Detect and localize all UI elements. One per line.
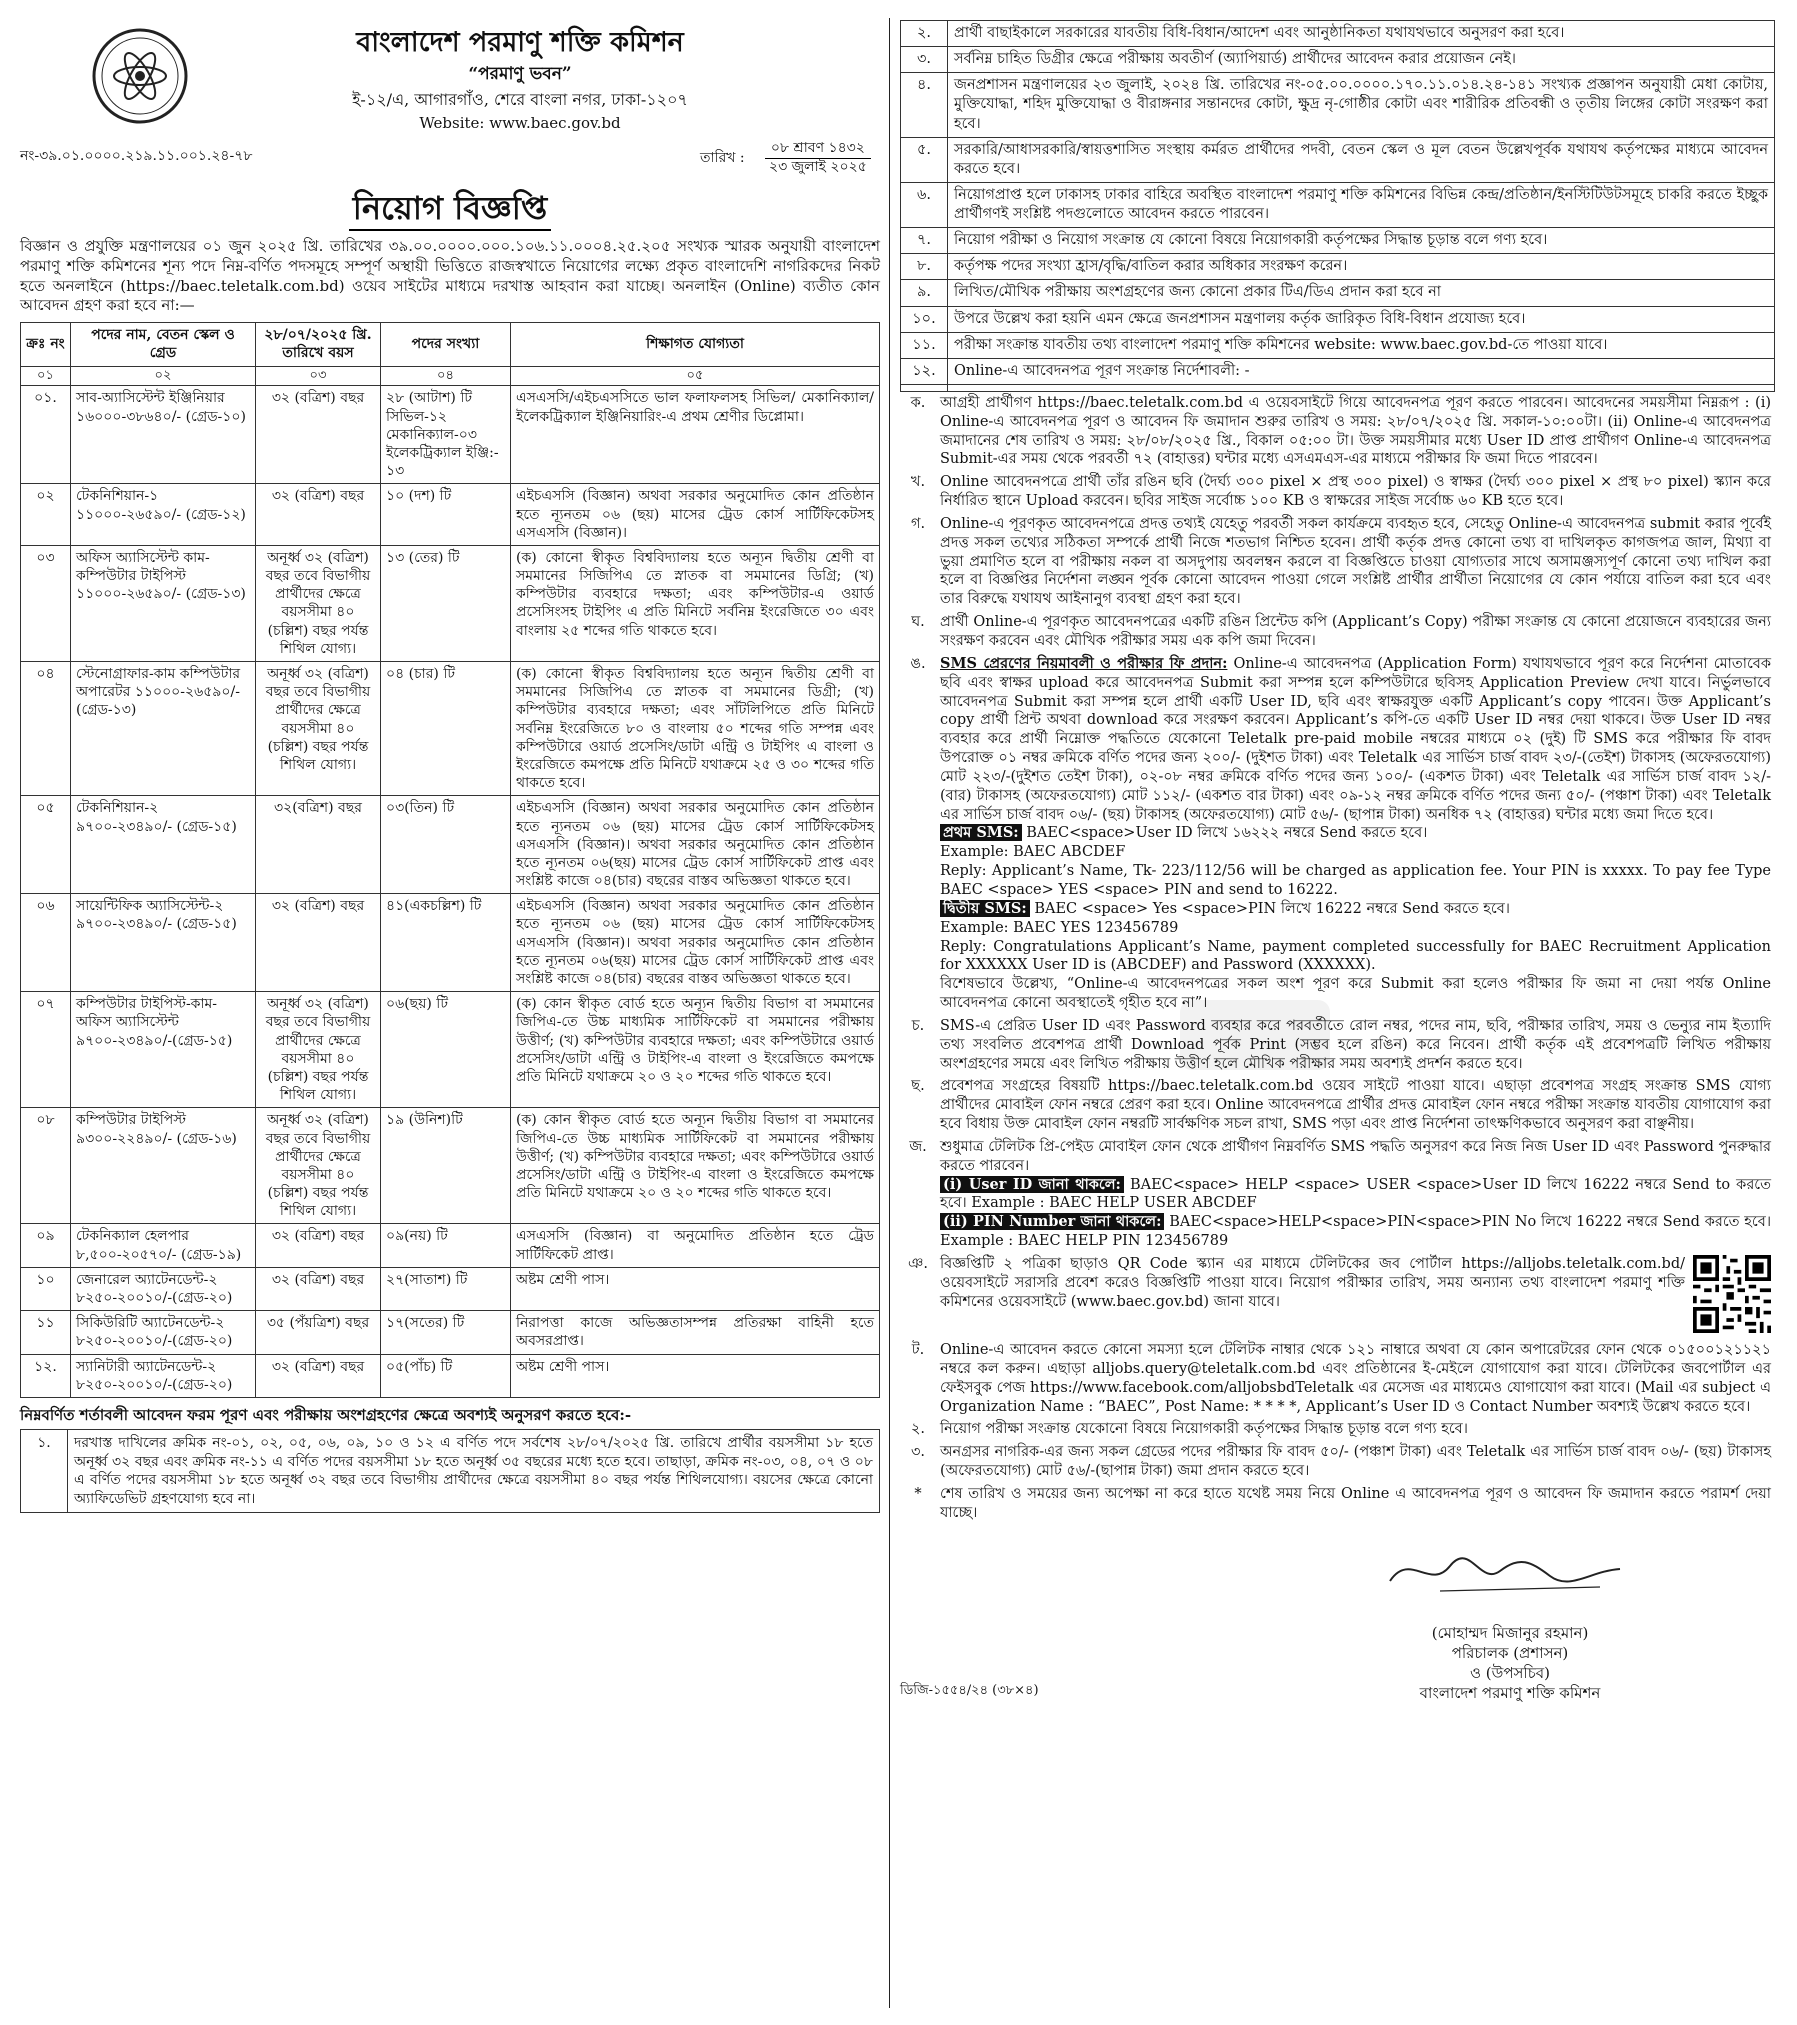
posts-table bbox=[20, 322, 880, 1398]
conditions-heading: নিম্নবর্ণিত শর্তাবলী আবেদন ফরম পূরণ এবং পরীক্ষায় অংশগ্রহণের ক্ষেত্রে অবশ্যই অনুসরণ করতে হবে:- bbox=[20, 1405, 632, 1424]
table-row: ০৬ সায়েন্টিফিক অ্যাসিস্টেন্ট-২ ৯৭০০-২৩৪৯০/- (গ্রেড-১৫) ৩২ (বত্রিশ) বছর ৪১(একচল্লিশ) টি এইচএসসি (বিজ্ঞান) অথবা সরকার অনুমোদিত কোন প্রতিষ্ঠান হতে ন্যূনতম ০৬ (ছয়) মাসের ট্রেড কোর্স সার্টিফিকেটসহ এসএসসি (বিজ্ঞান)। অথবা সরকার অনুমোদিত কোন প্রতিষ্ঠান হতে ন্যূনতম ০৬(ছয়) মাসের ট্রেড কোর্স সার্টিফিকেট প্রাপ্ত এবং সংশ্লিষ্ট কাজে ০৪(চার) বছরের বাস্তব অভিজ্ঞতা থাকতে হবে। bbox=[21, 894, 880, 992]
instruction-item: ঞ. বিজ্ঞপ্তিটি ২ পত্রিকা ছাড়াও QR Code স্ক্যান এর মাধ্যমে টেলিটকের জব পোর্টাল https://alljobs.teletalk.com.bd/ ওয়েবসাইটে সরাসরি প্রবেশ করেও বিজ্ঞপ্তিটি পাওয়া যাবে। নিয়োগ পরীক্ষার তারিখ, সময় অন্যান্য তথ্য বাংলাদেশ পরমাণু শক্তি কমিশনের ওয়েবসাইটে (www.baec.gov.bd) জানা যাবে। bbox=[900, 1253, 1775, 1339]
condition-row: ১১. পরীক্ষা সংক্রান্ত যাবতীয় তথ্য বাংলাদেশ পরমাণু শক্তি কমিশনের website: www.baec.gov.bd-তে পাওয়া যাবে। bbox=[901, 332, 1775, 358]
left-column bbox=[20, 20, 880, 1513]
header-post: পদের নাম, বেতন স্কেল ও গ্রেড bbox=[71, 323, 256, 366]
condition-row: ১২. Online-এ আবেদনপত্র পূরণ সংক্রান্ত নির্দেশাবলী: - bbox=[901, 358, 1775, 384]
right-column bbox=[900, 20, 1775, 1721]
recovery-text: শুধুমাত্র টেলিটক প্রি-পেইড মোবাইল ফোন থেকে প্রার্থীগণ নিম্নবর্ণিত SMS পদ্ধতি অনুসরণ করে নিজ নিজ User ID এবং Password পুনরুদ্ধার করতে পারবেন। bbox=[940, 1138, 1771, 1174]
condition-row bbox=[901, 384, 1775, 391]
instruction-item: ছ. প্রবেশপত্র সংগ্রহের বিষয়টি https://baec.teletalk.com.bd ওয়েব সাইটে পাওয়া যাবে। এছাড়া প্রবেশপত্র সংগ্রহ সংক্রান্ত SMS যোগ্য প্রার্থীদের মোবাইল ফোন নম্বরে প্রেরণ করা হবে। Online আবেদনপত্রে প্রার্থীর প্রদত্ত মোবাইল ফোন নম্বরে পরীক্ষা সংক্রান্ত যাবতীয় যোগাযোগ করা হবে বিধায় উক্ত মোবাইল ফোন নম্বরটি সার্বক্ষণিক সচল রাখা, SMS পড়া এবং প্রাপ্ত নির্দেশনা তাৎক্ষণিকভাবে অনুসরণ করা বাঞ্ছনীয়। bbox=[911, 1078, 1771, 1133]
instruction-item: ক. আগ্রহী প্রার্থীগণ https://baec.teletalk.com.bd এ ওয়েবসাইটে গিয়ে আবেদনপত্র পূরণ করতে পারবেন। আবেদনের সময়সীমা নিম্নরূপ : (i) Online-এ আবেদনপত্র পূরণ ও আবেদন ফি জমাদান শুরুর তারিখ ও সময়: ২৮/০৭/২০২৫ খ্রি. সকাল-১০:০০টা। (ii) Online-এ আবেদনপত্র জমাদানের শেষ তারিখ ও সময়: ২৮/০৮/২০২৫ খ্রি., বিকাল ০৫:০০ টা। উক্ত সময়সীমার মধ্যে User ID প্রাপ্ত প্রার্থীগণ Online-এ আবেদনপত্র Submit-এর সময় থেকে পরবর্তী ৭২ (বাহাত্তর) ঘন্টার মধ্যে এসএমএস-এর মাধ্যমে পরীক্ষার ফি জমা দিতে পারবেন। bbox=[910, 394, 1771, 468]
header-count: পদের সংখ্যা bbox=[381, 323, 511, 366]
date-block bbox=[765, 140, 871, 177]
memo-line bbox=[20, 140, 880, 180]
sms-rules-text: Online-এ আবেদনপত্র (Application Form) যথাযথভাবে পূরণ করে নির্দেশনা মোতাবেক ছবি এবং স্বাক্ষর upload করে আবেদনপত্র Submit করা সম্পন্ন হলে কম্পিউটারে ছবিসহ Application Preview দেখা যাবে। নির্ভুলভাবে আবেদনপত্র Submit করা সম্পন্ন হলে প্রার্থী একটি User ID, ছবি এবং স্বাক্ষরযুক্ত একটি Applicant’s copy পাবেন। উক্ত Applicant’s copy প্রার্থী প্রিন্ট অথবা download করে সংরক্ষণ করবেন। Applicant’s কপি-তে একটি User ID নম্বর দেয়া থাকবে। উক্ত User ID নম্বর ব্যবহার করে প্রার্থী নিম্নোক্ত পদ্ধতিতে যেকোনো Teletalk pre-paid mobile নম্বরের মাধ্যমে ০২ (দুই) টি SMS করে পরীক্ষার ফি বাবদ উপরোক্ত ০১ নম্বর ক্রমিকে বর্ণিত পদের জন্য ২০০/- (দুইশত টাকা) এবং Teletalk এর সার্ভিস চার্জ বাবদ ২৩/-(তেইশ) টাকাসহ (অফেরতযোগ্য) মোট ২২৩/-(দুইশত তেইশ টাকা), ০২-০৮ নম্বর ক্রমিকে বর্ণিত পদের জন্য ১০০/- (একশত টাকা) এবং Teletalk এর সার্ভিস চার্জ বাবদ ১২/- (বার) টাকাসহ (অফেরতযোগ্য) মোট ১১২/- (একশত বার টাকা) এবং ০৯-১২ নম্বর ক্রমিকে বর্ণিত পদের জন্য ৫০/- (পঞ্চাশ টাকা) এবং Teletalk এর সার্ভিস চার্জ বাবদ ০৬/- (ছয়) টাকাসহ (অফেরতযোগ্য) মোট ৫৬/- (ছাপান্ন টাকা) অনধিক ৭২ (বাহাত্তর) ঘন্টার মধ্যে জমা দিতে হবে। bbox=[940, 655, 1772, 823]
footer-item: * শেষ তারিখ ও সময়ের জন্য অপেক্ষা না করে হাতে যথেষ্ট সময় নিয়ে Online এ আবেদনপত্র পূরণ ও আবেদন ফি জমাদান করতে পরামর্শ দেয়া যাচ্ছে। bbox=[914, 1485, 1771, 1521]
header-qualification: শিক্ষাগত যোগ্যতা bbox=[511, 323, 880, 366]
first-sms-text: BAEC<space>User ID লিখে ১৬২২২ নম্বরে Send করতে হবে। bbox=[1026, 825, 1428, 842]
condition-row: ১. দরখাস্ত দাখিলের ক্রমিক নং-০১, ০২, ০৫, ০৬, ০৯, ১০ ও ১২ এ বর্ণিত পদে সর্বশেষ ২৮/০৭/২০২৫ খ্রি. তারিখে প্রার্থীর বয়সসীমা ১৮ হতে অনূর্ধ্ব ৩২ বছর এবং ক্রমিক নং-১১ এ বর্ণিত পদের বয়সসীমা ১৮ হতে অনূর্ধ্ব ৩৫ বছরের মধ্যে হতে হবে। তাছাড়া, ক্রমিক নং-০৩, ০৪, ০৭ ও ০৮ এ বর্ণিত পদের বয়সসীমা ১৮ হতে অনূর্ধ্ব ৩২ বছর তবে বিভাগীয় প্রার্থীদের ক্ষেত্রে বয়সসীমা ৪০ বছর পর্যন্ত শিথিলযোগ্য। বয়সের ক্ষেত্রে কোনো অ্যাফিডেভিট গ্রহণযোগ্য হবে না। bbox=[21, 1430, 880, 1513]
condition-row: ৬. নিয়োগপ্রাপ্ত হলে ঢাকাসহ ঢাকার বাহিরে অবস্থিত বাংলাদেশ পরমাণু শক্তি কমিশনের বিভিন্ন কেন্দ্র/প্রতিষ্ঠান/ইনস্টিটিউটসমূহে চাকরি করতে ইচ্ছুক প্রার্থীগণই সংশ্লিষ্ট পদগুলোতে আবেদন করতে পারবেন। bbox=[901, 182, 1775, 227]
condition-row: ২. প্রার্থী বাছাইকালে সরকারের যাবতীয় বিধি-বিধান/আদেশ এবং আনুষ্ঠানিকতা যথাযথভাবে অনুসরণ করা হবে। bbox=[901, 21, 1775, 47]
table-row: ১১ সিকিউরিটি অ্যাটেনডেন্ট-২ ৮২৫০-২০০১০/-(গ্রেড-২০) ৩৫ (পঁয়ত্রিশ) বছর ১৭(সতের) টি নিরাপত্তা কাজে অভিজ্ঞতাসম্পন্ন প্রতিরক্ষা বাহিনী হতে অবসরপ্রাপ্ত। bbox=[21, 1311, 880, 1354]
table-header-row bbox=[21, 323, 880, 366]
qr-info-text: বিজ্ঞপ্তিটি ২ পত্রিকা ছাড়াও QR Code স্ক্যান এর মাধ্যমে টেলিটকের জব পোর্টাল https://alljobs.teletalk.com.bd/ ওয়েবসাইটে সরাসরি প্রবেশ করেও বিজ্ঞপ্তিটি পাওয়া যাবে। নিয়োগ পরীক্ষার তারিখ, সময় অন্যান্য তথ্য বাংলাদেশ পরমাণু শক্তি কমিশনের ওয়েবসাইটে (www.baec.gov.bd) জানা যাবে। bbox=[940, 1256, 1685, 1310]
instruction-item: জ. শুধুমাত্র টেলিটক প্রি-পেইড মোবাইল ফোন থেকে প্রার্থীগণ নিম্নবর্ণিত SMS পদ্ধতি অনুসরণ করে নিজ নিজ User ID এবং Password পুনরুদ্ধার করতে পারবেন। (i) User ID জানা থাকলে: BAEC<space> HELP <space> USER <space>User ID লিখে 16222 নম্বরে Send to করতে হবে। Example : BAEC HELP USER ABCDEF (ii) PIN Number জানা থাকলে: BAEC<space>HELP<space>PIN<space>PIN No লিখে 16222 নম্বরে Send করতে হবে। Example : BAEC HELP PIN 123456789 bbox=[909, 1138, 1772, 1250]
first-sms-label: প্রথম SMS: bbox=[940, 824, 1022, 841]
condition-row: ৫. সরকারি/আধাসরকারি/স্বায়ত্তশাসিত সংস্থায় কর্মরত প্রার্থীদের পদবী, বেতন স্কেল ও মূল বেতন উল্লেখপূর্বক যথাযথ কর্তৃপক্ষের মাধ্যমে আবেদন করতে হবে। bbox=[901, 137, 1775, 182]
header-age: ২৮/০৭/২০২৫ খ্রি. তারিখে বয়স bbox=[256, 323, 381, 366]
table-row: ০৩ অফিস অ্যাসিস্টেন্ট কাম-কম্পিউটার টাইপিস্ট ১১০০০-২৬৫৯০/- (গ্রেড-১৩) অনূর্ধ্ব ৩২ (বত্রিশ) বছর তবে বিভাগীয় প্রার্থীদের ক্ষেত্রে বয়সসীমা ৪০ (চল্লিশ) বছর পর্যন্ত শিথিল যোগ্য। ১৩ (তের) টি (ক) কোনো স্বীকৃত বিশ্ববিদ্যালয় হতে অন্যূন দ্বিতীয় শ্রেণী বা সমমানের সিজিপিএ তে স্নাতক বা সমমানের ডিগ্রি; (খ) কম্পিউটার ব্যবহারে দক্ষতা; এবং কম্পিউটার-এ ওয়ার্ড প্রসেসিংসহ টাইপিং এ প্রতি মিনিটে সর্বনিম্ন ইংরেজিতে ৩০ এবং বাংলায় ২৫ শব্দের গতি থাকতে হবে। bbox=[21, 545, 880, 661]
baec-logo-icon bbox=[90, 26, 190, 126]
pin-known-label: (ii) PIN Number জানা থাকলে: bbox=[940, 1213, 1164, 1230]
table-row: ০৯ টেকনিক্যাল হেলপার ৮,৫০০-২০৫৭০/- (গ্রেড-১৯) ৩২ (বত্রিশ) বছর ০৯(নয়) টি এসএসসি (বিজ্ঞান) বা অনুমোদিত প্রতিষ্ঠান হতে ট্রেড সার্টিফিকেট প্রাপ্ত। bbox=[21, 1224, 880, 1267]
conditions-table-left bbox=[20, 1429, 880, 1513]
sms-rules-title: SMS প্রেরণের নিয়মাবলী ও পরীক্ষার ফি প্রদান: bbox=[940, 654, 1228, 672]
userid-known-label: (i) User ID জানা থাকলে: bbox=[940, 1176, 1124, 1193]
organization-address: ই-১২/এ, আগারগাঁও, শেরে বাংলা নগর, ঢাকা-১২০৭ bbox=[352, 90, 688, 109]
condition-row: ৮. কর্তৃপক্ষ পদের সংখ্যা হ্রাস/বৃদ্ধি/বাতিল করার অধিকার সংরক্ষণ করেন। bbox=[901, 254, 1775, 280]
condition-row: ৭. নিয়োগ পরীক্ষা ও নিয়োগ সংক্রান্ত যে কোনো বিষয়ে নিয়োগকারী কর্তৃপক্ষের সিদ্ধান্ত চূড়ান্ত বলে গণ্য হবে। bbox=[901, 228, 1775, 254]
intro-paragraph: বিজ্ঞান ও প্রযুক্তি মন্ত্রণালয়ের ০১ জুন ২০২৫ খ্রি. তারিখের ৩৯.০০.০০০০.০০০.১০৬.১১.০০০৪.২৫.২০৫ সংখ্যক স্মারক অনুযায়ী বাংলাদেশ পরমাণু শক্তি কমিশনের শূন্য পদে নিম্ন-বর্ণিত পদসমূহে সম্পূর্ণ অস্থায়ী ভিত্তিতে রাজস্বখাতে নিয়োগের লক্ষ্যে প্রকৃত বাংলাদেশি নাগরিকদের নিকট হতে অনলাইনে (https://baec.teletalk.com.bd) ওয়েব সাইটের মাধ্যমে দরখাস্ত আহবান করা যাচ্ছে। অনলাইন (Online) ব্যতীত কোন আবেদন গ্রহণ করা হবে না:— bbox=[20, 236, 880, 315]
signatory-designation: পরিচালক (প্রশাসন) bbox=[1451, 1643, 1569, 1662]
date-english: ২৩ জুলাই ২০২৫ bbox=[769, 158, 867, 175]
column-divider bbox=[889, 18, 890, 2008]
condition-row: ৪. জনপ্রশাসন মন্ত্রণালয়ের ২৩ জুলাই, ২০২৪ খ্রি. তারিখের নং-০৫.০০.০০০০.১৭০.১১.০১৪.২৪-১৪১ সংখ্যক প্রজ্ঞাপন অনুযায়ী মেধা কোটায়, মুক্তিযোদ্ধা, শহিদ মুক্তিযোদ্ধা ও বীরাঙ্গনার সন্তানদের কোটা, ক্ষুদ্র নৃ-গোষ্ঠীর কোটা এবং শারীরিক প্রতিবন্ধী ও তৃতীয় লিঙ্গের কোটা সংরক্ষণ করা হবে। bbox=[901, 73, 1775, 137]
signatory-designation-2: ও (উপসচিব) bbox=[1469, 1664, 1551, 1683]
signature-block bbox=[900, 1531, 1775, 1721]
building-name: “পরমাণু ভবন” bbox=[468, 64, 572, 84]
condition-row: ১০. উপরে উল্লেখ করা হয়নি এমন ক্ষেত্রে জনপ্রশাসন মন্ত্রণালয় কর্তৃক জারিকৃত বিধি-বিধান প্রযোজ্য হবে। bbox=[901, 306, 1775, 332]
first-sms-example: Example: BAEC ABCDEF bbox=[940, 844, 1126, 861]
date-bangla: ০৮ শ্রাবণ ১৪৩২ bbox=[765, 140, 871, 159]
column-number-row: ০১ ০২ ০৩ ০৪ ০৫ bbox=[21, 366, 880, 386]
instruction-item: ট. Online-এ আবেদন করতে কোনো সমস্যা হলে টেলিটক নাম্বার থেকে ১২১ নাম্বারে অথবা যে কোন অপারেটরের ফোন থেকে ০১৫০০১২১১২১ নম্বরে কল করুন। এছাড়া alljobs.query@teletalk.com.bd এবং প্রতিষ্ঠানের ই-মেইলে যোগাযোগ করা যাবে। টেলিটকের জবপোর্টাল এর ফেইসবুক পেজ https://www.facebook.com/alljobsbdTeletalk এর মেসেজ এর মাধ্যমেও যোগাযোগ করা যাবে। (Mail এর subject এ Organization Name : “BAEC”, Post Name: * * * *, Applicant’s User ID ও Contact Number অবশ্যই উল্লেখ করতে হবে। bbox=[911, 1342, 1771, 1415]
condition-row: ৩. সর্বনিম্ন চাহিত ডিগ্রীর ক্ষেত্রে পরীক্ষায় অবতীর্ণ (অ্যাপিয়ার্ড) প্রার্থীদের আবেদন করার প্রয়োজন নেই। bbox=[901, 47, 1775, 73]
instruction-item: ঙ. SMS প্রেরণের নিয়মাবলী ও পরীক্ষার ফি প্রদান: Online-এ আবেদনপত্র (Application Form) যথাযথভাবে পূরণ করে নির্দেশনা মোতাবেক ছবি এবং স্বাক্ষর upload করে আবেদনপত্র Submit করা সম্পন্ন হলে কম্পিউটারে ছবিসহ Application Preview দেখা যাবে। নির্ভুলভাবে আবেদনপত্র Submit করা সম্পন্ন হলে প্রার্থী একটি User ID, ছবি এবং স্বাক্ষরযুক্ত একটি Applicant’s copy পাবেন। উক্ত Applicant’s copy প্রার্থী প্রিন্ট অথবা download করে সংরক্ষণ করবেন। Applicant’s কপি-তে একটি User ID নম্বর দেয়া থাকবে। উক্ত User ID নম্বর ব্যবহার করে প্রার্থী নিম্নোক্ত পদ্ধতিতে যেকোনো Teletalk pre-paid mobile নম্বরের মাধ্যমে ০২ (দুই) টি SMS করে পরীক্ষার ফি বাবদ উপরোক্ত ০১ নম্বর ক্রমিকে বর্ণিত পদের জন্য ২০০/- (দুইশত টাকা) এবং Teletalk এর সার্ভিস চার্জ বাবদ ২৩/-(তেইশ) টাকাসহ (অফেরতযোগ্য) মোট ২২৩/-(দুইশত তেইশ টাকা), ০২-০৮ নম্বর ক্রমিকে বর্ণিত পদের জন্য ১০০/- (একশত টাকা) এবং Teletalk এর সার্ভিস চার্জ বাবদ ১২/- (বার) টাকাসহ (অফেরতযোগ্য) মোট ১১২/- (একশত বার টাকা) এবং ০৯-১২ নম্বর ক্রমিকে বর্ণিত পদের জন্য ৫০/- (পঞ্চাশ টাকা) এবং Teletalk এর সার্ভিস চার্জ বাবদ ০৬/- (ছয়) টাকাসহ (অফেরতযোগ্য) মোট ৫৬/- (ছাপান্ন টাকা) অনধিক ৭২ (বাহাত্তর) ঘন্টার মধ্যে জমা দিতে হবে। প্রথম SMS: BAEC<space>User ID লিখে ১৬২২২ নম্বরে Send করতে হবে। Example: BAEC ABCDEF Reply: Applicant’s Name, Tk- 223/112/56 will be charged as application fee. Your PIN is xxxxx. To pay fee Type BAEC <space> YES <space> PIN and send to 16222. দ্বিতীয় SMS: BAEC <space> Yes <space>PIN লিখে 16222 নম্বরে Send করতে হবে। Example: BAEC YES 123456789 Reply: Congratulations Applicant’s Name, payment completed successfully for BAEC Recruitment Application for XXXXXX User ID is (ABCDEF) and Password (XXXXXX). বিশেষভাবে উল্লেখ্য, “Online-এ আবেদনপত্রের সকল অংশ পূরণ করে Submit করা হলেও পরীক্ষার ফি জমা না দেয়া পর্যন্ত Online আবেদনপত্র কোনো অবস্থাতেই গৃহীত হবে না”। bbox=[910, 654, 1772, 1012]
notice-title: নিয়োগ বিজ্ঞপ্তি bbox=[20, 188, 880, 231]
table-row: ০৭ কম্পিউটার টাইপিস্ট-কাম-অফিস অ্যাসিস্টেন্ট ৯৭০০-২৩৪৯০/-(গ্রেড-১৫) অনূর্ধ্ব ৩২ (বত্রিশ) বছর তবে বিভাগীয় প্রার্থীদের ক্ষেত্রে বয়সসীমা ৪০ (চল্লিশ) বছর পর্যন্ত শিথিল যোগ্য। ০৬(ছয়) টি (ক) কোন স্বীকৃত বোর্ড হতে অন্যূন দ্বিতীয় বিভাগ বা সমমানের জিপিএ-তে উচ্চ মাধ্যমিক সার্টিফিকেট বা সমমানের পরীক্ষায় উত্তীর্ণ; (খ) কম্পিউটার ব্যবহারে দক্ষতা; এবং কম্পিউটারে ওয়ার্ড প্রসেসিং/ডাটা এন্ট্রি ও টাইপিং-এ বাংলা ও ইংরেজিতে কমপক্ষে প্রতি মিনিটে যথাক্রমে ২০ ও ২০ শব্দের গতি থাকতে হবে। bbox=[21, 992, 880, 1108]
userid-known-text: BAEC<space> HELP <space> USER <space>User ID লিখে 16222 নম্বরে Send to করতে হবে। Example : BAEC HELP USER ABCDEF bbox=[940, 1176, 1772, 1212]
print-code: ডিজি-১৫৫৪/২৪ (৩৮×৪) bbox=[900, 1682, 1039, 1698]
instruction-item: গ. Online-এ পূরণকৃত আবেদনপত্রে প্রদত্ত তথ্যই যেহেতু পরবর্তী সকল কার্যক্রমে ব্যবহৃত হবে, সেহেতু Online-এ আবেদনপত্র submit করার পূর্বেই প্রদত্ত সকল তথ্যের সঠিকতা সম্পর্কে প্রার্থী নিজে শতভাগ নিশ্চিত হবেন। প্রার্থী কর্তৃক প্রদত্ত কোনো তথ্য বা দাখিলকৃত কাগজপত্র জাল, মিথ্যা বা ভুয়া প্রমাণিত হলে বা পরীক্ষায় নকল বা অসদুপায় অবলম্বন করলে বা বিজ্ঞপ্তিতে চাওয়া যোগ্যতার সাথে অসামঞ্জস্যপূর্ণ কোনো তথ্য দাখিল করা হলে বা বিজ্ঞপ্তির নির্দেশনা লঙ্ঘন পূর্বক কোনো আবেদন পাওয়া গেলে সংশ্লিষ্ট প্রার্থীর প্রার্থীতা নিয়োগের যে কোন পর্যায়ে বাতিল করা হবে এবং তার বিরুদ্ধে যথাযথ আইনানুগ ব্যবস্থা গ্রহণ করা হবে। bbox=[910, 515, 1771, 608]
organization-website: Website: www.baec.gov.bd bbox=[419, 114, 621, 132]
instruction-item: খ. Online আবেদনপত্রে প্রার্থী তাঁর রঙিন ছবি (দৈর্ঘ্য ৩০০ pixel × প্রস্থ ৩০০ pixel) ও স্বাক্ষর (দৈর্ঘ্য ৩০০ pixel × প্রস্থ ৮০ pixel) স্ক্যান করে নির্ধারিত স্থানে Upload করবেন। ছবির সাইজ সর্বোচ্চ ১০০ KB ও স্বাক্ষরের সাইজ সর্বোচ্চ ৬০ KB হতে হবে। bbox=[910, 474, 1771, 510]
signatory-organization: বাংলাদেশ পরমাণু শক্তি কমিশন bbox=[1419, 1684, 1601, 1703]
online-instructions bbox=[900, 392, 1775, 1525]
footer-item: ২. নিয়োগ পরীক্ষা সংক্রান্ত যেকোনো বিষয়ে নিয়োগকারী কর্তৃপক্ষের সিদ্ধান্ত চূড়ান্ত বলে গণ্য হবে। bbox=[910, 1421, 1468, 1438]
conditions-table-right bbox=[900, 20, 1775, 392]
table-row: ০৪ স্টেনোগ্রাফার-কাম কম্পিউটার অপারেটর ১১০০০-২৬৫৯০/- (গ্রেড-১৩) অনূর্ধ্ব ৩২ (বত্রিশ) বছর তবে বিভাগীয় প্রার্থীদের ক্ষেত্রে বয়সসীমা ৪০ (চল্লিশ) বছর পর্যন্ত শিথিল যোগ্য। ০৪ (চার) টি (ক) কোনো স্বীকৃত বিশ্ববিদ্যালয় হতে অন্যূন দ্বিতীয় শ্রেণী বা সমমানের সিজিপিএ তে স্নাতক বা সমমানের ডিগ্রী; (খ) কম্পিউটার ব্যবহারে দক্ষতা; এবং সাঁটলিপিতে প্রতি মিনিটে সর্বনিম্ন ইংরেজিতে ৮০ ও বাংলায় ৫০ শব্দের গতি সম্পন্ন এবং কম্পিউটারে ওয়ার্ড প্রসেসিং/ডাটা এন্ট্রি ও টাইপিং এ বাংলা ও ইংরেজিতে কমপক্ষে প্রতি মিনিটে যথাক্রমে ২৫ ও ৩০ শব্দের গতি থাকতে হবে। bbox=[21, 662, 880, 796]
second-sms-text: BAEC <space> Yes <space>PIN লিখে 16222 নম্বরে Send করতে হবে। bbox=[1034, 900, 1510, 917]
handwritten-signature bbox=[1380, 1541, 1640, 1601]
header-serial: ক্রঃ নং bbox=[21, 323, 71, 366]
second-sms-label: দ্বিতীয় SMS: bbox=[940, 900, 1030, 917]
table-row: ০২ টেকনিশিয়ান-১ ১১০০০-২৬৫৯০/- (গ্রেড-১২) ৩২ (বত্রিশ) বছর ১০ (দশ) টি এইচএসসি (বিজ্ঞান) অথবা সরকার অনুমোদিত কোন প্রতিষ্ঠান হতে ন্যূনতম ০৬ (ছয়) মাসের ট্রেড কোর্স সার্টিফিকেটসহ এসএসসি (বিজ্ঞান)। bbox=[21, 484, 880, 546]
organization-name: বাংলাদেশ পরমাণু শক্তি কমিশন bbox=[356, 27, 684, 58]
memo-number: নং-৩৯.০১.০০০০.২১৯.১১.০০১.২৪-৭৮ bbox=[20, 148, 253, 164]
table-row: ০৮ কম্পিউটার টাইপিস্ট ৯৩০০-২২৪৯০/- (গ্রেড-১৬) অনূর্ধ্ব ৩২ (বত্রিশ) বছর তবে বিভাগীয় প্রার্থীদের ক্ষেত্রে বয়সসীমা ৪০ (চল্লিশ) বছর পর্যন্ত শিথিল যোগ্য। ১৯ (উনিশ)টি (ক) কোন স্বীকৃত বোর্ড হতে অন্যূন দ্বিতীয় বিভাগ বা সমমানের জিপিএ-তে উচ্চ মাধ্যমিক সার্টিফিকেট বা সমমানের পরীক্ষায় উত্তীর্ণ; (খ) কম্পিউটার ব্যবহারে দক্ষতা; এবং কম্পিউটারে ওয়ার্ড প্রসেসিং/ডাটা এন্ট্রি ও টাইপিং-এ বাংলা ও ইংরেজিতে কমপক্ষে প্রতি মিনিটে যথাক্রমে ২০ ও ২০ শব্দের গতি থাকতে হবে। bbox=[21, 1108, 880, 1224]
footer-item: ৩. অনগ্রসর নাগরিক-এর জন্য সকল গ্রেডের পদের পরীক্ষার ফি বাবদ ৫০/- (পঞ্চাশ টাকা) এবং Teletalk এর সার্ভিস চার্জ বাবদ ০৬/- (ছয়) টাকাসহ (অফেরতযোগ্য) মোট ৫৬/-(ছাপান্ন টাকা) জমা প্রদান করতে হবে। bbox=[910, 1444, 1771, 1480]
second-sms-reply: Reply: Congratulations Applicant’s Name, payment completed successfully for BAEC Recruitment Application for XXXXXX User ID is (ABCDEF) and Password (XXXXXX). bbox=[940, 938, 1771, 974]
signatory-name: (মোহাম্মদ মিজানুর রহমান) bbox=[1431, 1623, 1589, 1642]
pin-known-text: BAEC<space>HELP<space>PIN<space>PIN No লিখে 16222 নম্বরে Send করতে হবে। Example : BAEC HELP PIN 123456789 bbox=[940, 1214, 1772, 1250]
instruction-item: ঘ. প্রার্থী Online-এ পূরণকৃত আবেদনপত্রের একটি রঙিন প্রিন্টেড কপি (Applicant’s Copy) পরীক্ষা সংক্রান্ত যে কোনো প্রয়োজনে ব্যবহারের জন্য সংরক্ষণ করবেন এবং মৌখিক পরীক্ষার সময় এক কপি জমা দিবেন। bbox=[911, 614, 1771, 649]
table-row: ০৫ টেকনিশিয়ান-২ ৯৭০০-২৩৪৯০/- (গ্রেড-১৫) ৩২(বত্রিশ) বছর ০৩(তিন) টি এইচএসসি (বিজ্ঞান) অথবা সরকার অনুমোদিত কোন প্রতিষ্ঠান হতে ন্যূনতম ০৬ (ছয়) মাসের ট্রেড কোর্স সার্টিফিকেটসহ এসএসসি (বিজ্ঞান)। অথবা সরকার অনুমোদিত কোন প্রতিষ্ঠান হতে ন্যূনতম ০৬(ছয়) মাসের ট্রেড কোর্স সার্টিফিকেট প্রাপ্ত এবং সংশ্লিষ্ট কাজে ০৪(চার) বছরের বাস্তব অভিজ্ঞতা থাকতে হবে। bbox=[21, 796, 880, 894]
qr-code-icon[interactable] bbox=[1693, 1255, 1771, 1333]
condition-row: ৯. লিখিত/মৌখিক পরীক্ষায় অংশগ্রহণের জন্য কোনো প্রকার টিএ/ডিএ প্রদান করা হবে না bbox=[901, 280, 1775, 306]
table-row: ১০ জেনারেল অ্যাটেনডেন্ট-২ ৮২৫০-২০০১০/-(গ্রেড-২০) ৩২ (বত্রিশ) বছর ২৭(সাতাশ) টি অষ্টম শ্রেণী পাস। bbox=[21, 1267, 880, 1310]
first-sms-reply: Reply: Applicant’s Name, Tk- 223/112/56 will be charged as application fee. Your PIN is xxxxx. To pay fee Type BAEC <space> YES <space> PIN and send to 16222. bbox=[940, 863, 1771, 898]
second-sms-example: Example: BAEC YES 123456789 bbox=[940, 919, 1179, 936]
letterhead bbox=[20, 20, 880, 140]
date-label: তারিখ : bbox=[700, 150, 745, 166]
table-row: ০১. সাব-অ্যাসিস্টেন্ট ইঞ্জিনিয়ার ১৬০০০-৩৮৬৪০/- (গ্রেড-১০) ৩২ (বত্রিশ) বছর ২৮ (আটাশ) টি সিভিল-১২ মেকানিক্যাল-০৩ ইলেকট্রিক্যাল ইঞ্জি:- ১৩ এসএসসি/এইচএসসিতে ভাল ফলাফলসহ সিভিল/ মেকানিক্যাল/ইলেকট্রিক্যাল ইঞ্জিনিয়ারিং-এ প্রথম শ্রেণীর ডিপ্লোমা। bbox=[21, 386, 880, 484]
sms-note: বিশেষভাবে উল্লেখ্য, “Online-এ আবেদনপত্রের সকল অংশ পূরণ করে Submit করা হলেও পরীক্ষার ফি জমা না দেয়া পর্যন্ত Online আবেদনপত্র কোনো অবস্থাতেই গৃহীত হবে না”। bbox=[940, 976, 1771, 1012]
table-row: ১২. স্যানিটারী অ্যাটেনডেন্ট-২ ৮২৫০-২০০১০/-(গ্রেড-২০) ৩২ (বত্রিশ) বছর ০৫(পাঁচ) টি অষ্টম শ্রেণী পাস। bbox=[21, 1354, 880, 1397]
instruction-item: চ. SMS-এ প্রেরিত User ID এবং Password ব্যবহার করে পরবর্তীতে রোল নম্বর, পদের নাম, ছবি, পরীক্ষার তারিখ, সময় ও ভেন্যুর নাম ইত্যাদি তথ্য সংবলিত প্রবেশপত্র প্রার্থী Download পূর্বক Print (সম্ভব হলে রঙিন) করে নিবেন। প্রার্থী কর্তৃক এই প্রবেশপত্রটি লিখিত পরীক্ষায় অংশগ্রহণের সময়ে এবং লিখিত পরীক্ষায় উত্তীর্ণ হলে মৌখিক পরীক্ষার সময় অবশ্যই প্রদর্শন করতে হবে। bbox=[911, 1017, 1771, 1072]
